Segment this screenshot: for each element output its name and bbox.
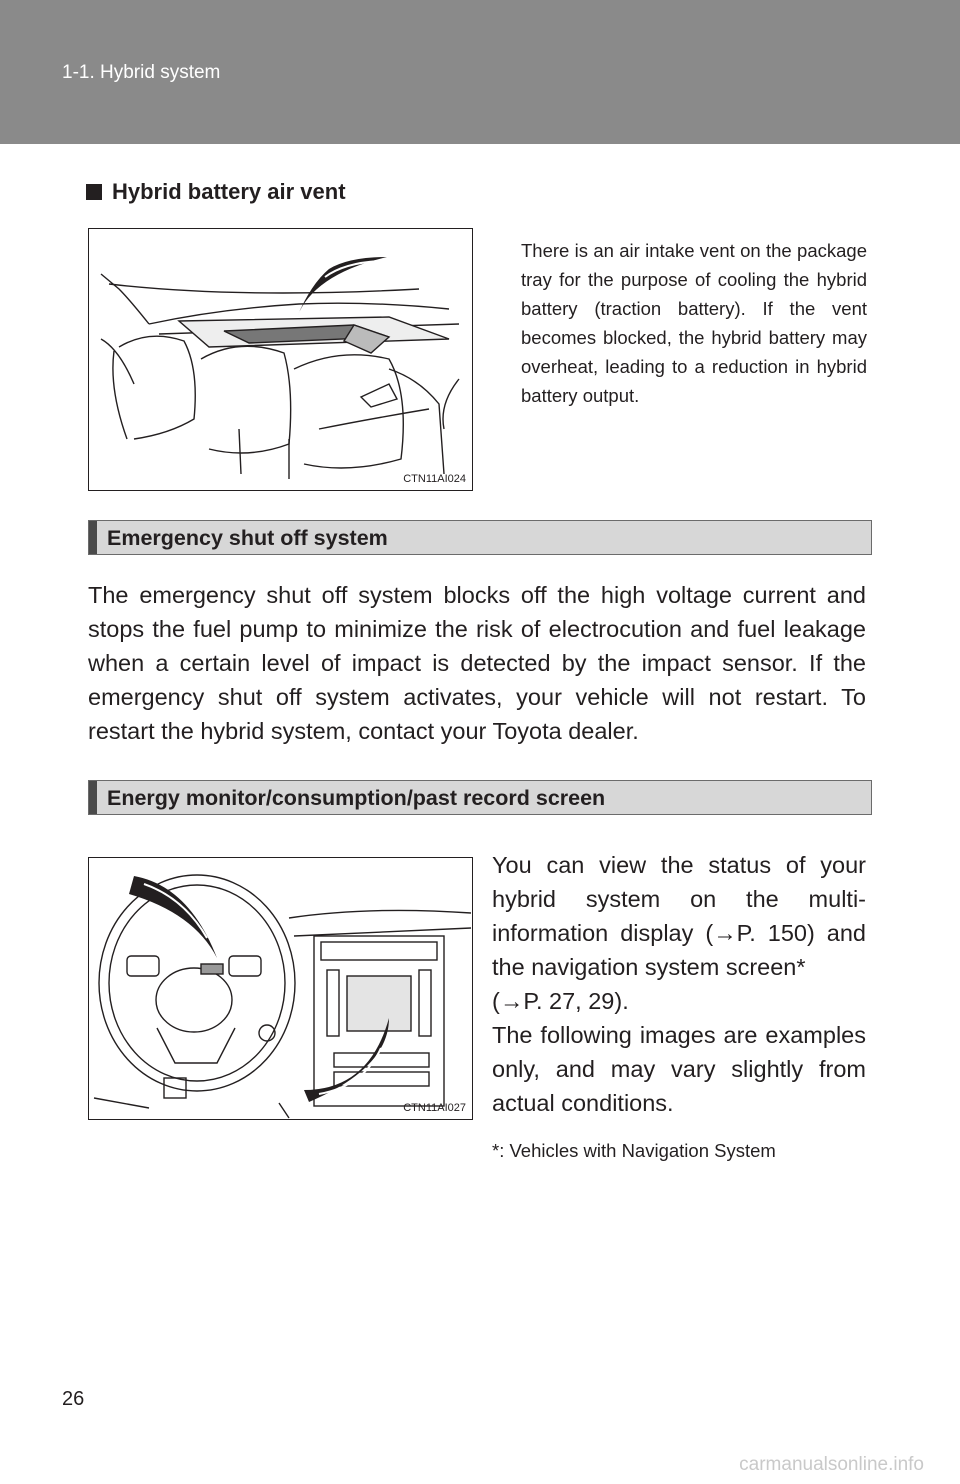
air-vent-description: There is an air intake vent on the package tray for the purpose of cooling the hybrid battery (traction battery). If the vent becomes blocked, the hybrid battery may overheat, leading to a reduction in hybrid battery output. bbox=[521, 240, 867, 406]
watermark-text: carmanualsonline.info bbox=[739, 1454, 924, 1475]
energy-monitor-description bbox=[492, 848, 866, 1120]
dashboard-illustration bbox=[88, 857, 473, 1120]
rear-seat-package-tray-drawing bbox=[89, 229, 472, 490]
navigation-footnote: *: Vehicles with Navigation System bbox=[492, 1140, 776, 1161]
breadcrumb: 1-1. Hybrid system bbox=[62, 62, 221, 83]
energy-text-line1: You can view the status of your hybrid system on the multi-information display (→P. 150) and the navigation system screen* bbox=[492, 852, 866, 980]
figure-code: CTN11AI024 bbox=[403, 473, 466, 485]
page-header bbox=[0, 0, 960, 144]
section-heading-emergency bbox=[88, 520, 872, 555]
heading-accent bbox=[89, 521, 97, 554]
heading-accent bbox=[89, 781, 97, 814]
subsection-heading bbox=[86, 179, 346, 205]
section-heading-energy-monitor bbox=[88, 780, 872, 815]
air-vent-illustration bbox=[88, 228, 473, 491]
subsection-title: Hybrid battery air vent bbox=[112, 179, 346, 204]
page-number: 26 bbox=[62, 1388, 85, 1410]
energy-text-line3: The following images are examples only, and may vary slightly from actual conditions. bbox=[492, 1022, 866, 1116]
section-title: Energy monitor/consumption/past record screen bbox=[107, 786, 606, 810]
section-title: Emergency shut off system bbox=[107, 526, 388, 550]
steering-wheel-console-drawing bbox=[89, 858, 472, 1119]
emergency-paragraph: The emergency shut off system blocks off the high voltage current and stops the fuel pump to minimize the risk of electrocution and fuel leakage when a certain level of impact is detected by the impact sensor. If the emergency shut off system activates, your vehicle will not restart. To restart the hybrid system, contact your Toyota dealer. bbox=[88, 582, 866, 744]
square-bullet-icon bbox=[86, 184, 102, 200]
energy-text-line2: (→P. 27, 29). bbox=[492, 988, 629, 1014]
figure-code: CTN11AI027 bbox=[403, 1102, 466, 1114]
